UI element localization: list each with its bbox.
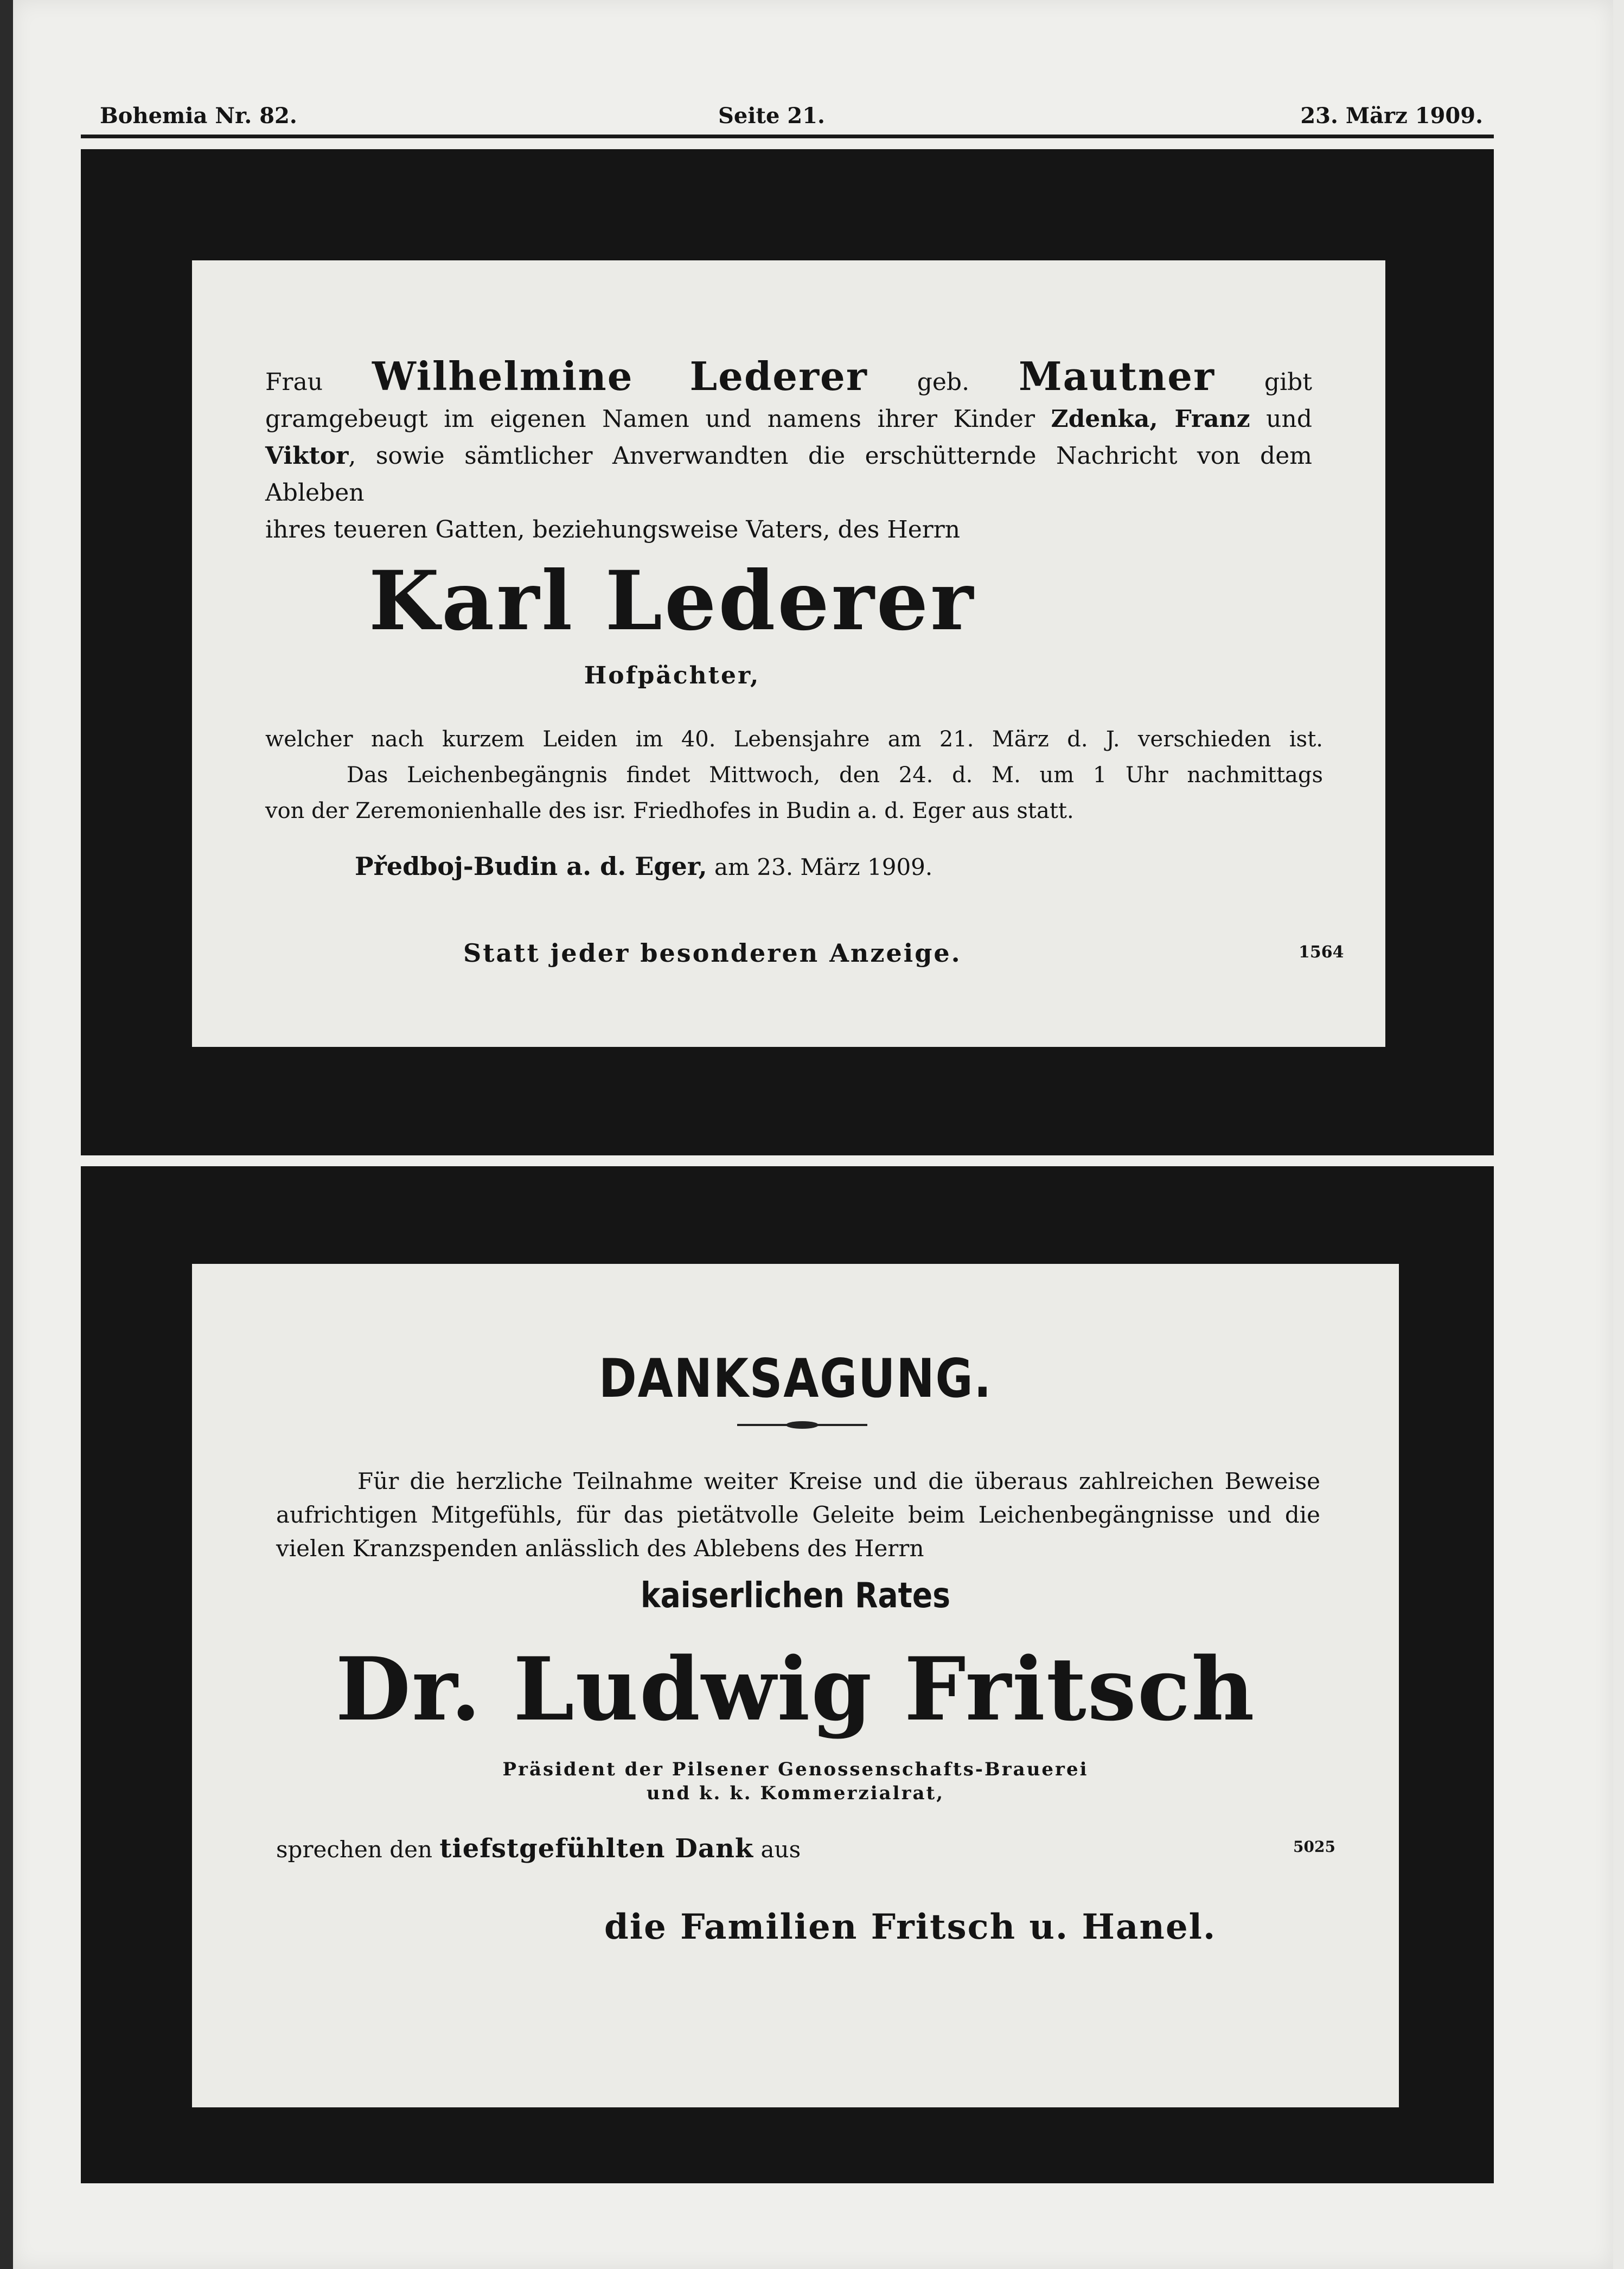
obituary-intro-fragment: Frau bbox=[265, 368, 373, 396]
thanks-body-line: vielen Kranzspenden anlässlich des Ablebens des Herrn bbox=[276, 1535, 924, 1562]
obituary-intro-fragment: gibt bbox=[1215, 368, 1313, 396]
obituary-intro-fragment: Wilhelmine Lederer bbox=[372, 353, 868, 399]
thanks-post: aus bbox=[753, 1836, 801, 1863]
obituary-statt-notice: Statt jeder besonderen Anzeige. bbox=[463, 938, 962, 968]
deceased-name: Karl Lederer bbox=[368, 553, 976, 649]
obituary-intro-fragment: und bbox=[1250, 405, 1313, 433]
obituary-body-line: von der Zeremonienhalle des isr. Friedhofes in Budin a. d. Eger aus statt. bbox=[265, 798, 1074, 823]
obituary-date: am 23. März 1909. bbox=[707, 854, 933, 880]
deceased-title-line: und k. k. Kommerzialrat, bbox=[646, 1782, 945, 1804]
page-edge-shadow bbox=[0, 0, 13, 2269]
obituary-ad-code: 1564 bbox=[1299, 943, 1344, 962]
obituary-intro-line bbox=[265, 353, 1313, 401]
thanks-body-line: aufrichtigen Mitgefühls, für das pietätvolle Geleite beim Leichenbegängnisse und die bbox=[276, 1501, 1320, 1528]
newspaper-page bbox=[13, 0, 1613, 2269]
obituary-intro-fragment: Zdenka, Franz bbox=[1051, 405, 1250, 433]
obituary-body-line: welcher nach kurzem Leiden im 40. Lebensjahre am 21. März d. J. verschieden ist. bbox=[265, 727, 1323, 752]
obituary-intro-fragment: , sowie sämtlicher Anverwandten die erschütternde Nachricht von dem Ableben bbox=[265, 442, 1312, 507]
thanks-pre: sprechen den bbox=[276, 1836, 440, 1863]
obituary-intro-fragment: geb. bbox=[867, 368, 1019, 396]
thanks-heading: DANKSAGUNG. bbox=[598, 1348, 993, 1410]
thanks-bold: tiefstgefühlten Dank bbox=[439, 1833, 754, 1864]
thanks-ad-code: 5025 bbox=[1293, 1838, 1335, 1856]
obituary-intro-line bbox=[265, 512, 1312, 548]
obituary-body bbox=[265, 721, 1323, 829]
deceased-titles bbox=[192, 1757, 1399, 1805]
thanks-body bbox=[276, 1465, 1320, 1565]
thanks-ornament-rule bbox=[737, 1424, 867, 1426]
deceased-name-bottom: Dr. Ludwig Fritsch bbox=[335, 1638, 1256, 1740]
thanks-line bbox=[276, 1833, 801, 1864]
obituary-intro-fragment: ihres teueren Gatten, beziehungsweise Vaters, des Herrn bbox=[265, 516, 961, 544]
thanks-signature: die Familien Fritsch u. Hanel. bbox=[604, 1907, 1217, 1947]
obituary-place: Předboj-Budin a. d. Eger, bbox=[355, 852, 707, 881]
thanks-notice bbox=[192, 1264, 1399, 2107]
obituary-intro-line bbox=[265, 401, 1312, 438]
obituary-intro-line bbox=[265, 438, 1312, 512]
deceased-rank: kaiserlichen Rates bbox=[641, 1576, 950, 1616]
deceased-title-line: Präsident der Pilsener Genossenschafts-Brauerei bbox=[502, 1759, 1089, 1780]
obituary-intro-fragment: gramgebeugt im eigenen Namen und namens ihrer Kinder bbox=[265, 405, 1051, 433]
obituary-intro-fragment: Mautner bbox=[1018, 353, 1216, 399]
obituary-intro bbox=[265, 353, 1313, 548]
obituary-intro-fragment: Viktor bbox=[265, 442, 349, 470]
deceased-occupation: Hofpächter, bbox=[584, 662, 760, 689]
header-date: 23. März 1909. bbox=[1300, 103, 1483, 129]
obituary-place-date bbox=[355, 852, 932, 881]
header-issue: Bohemia Nr. 82. bbox=[100, 103, 297, 129]
header-rule bbox=[81, 135, 1494, 138]
obituary-notice bbox=[192, 260, 1385, 1047]
header-page-number: Seite 21. bbox=[718, 103, 825, 129]
thanks-body-line: Für die herzliche Teilnahme weiter Kreise und die überaus zahlreichen Beweise bbox=[357, 1468, 1320, 1494]
obituary-body-line: Das Leichenbegängnis findet Mittwoch, den 24. d. M. um 1 Uhr nachmittags bbox=[347, 763, 1323, 788]
